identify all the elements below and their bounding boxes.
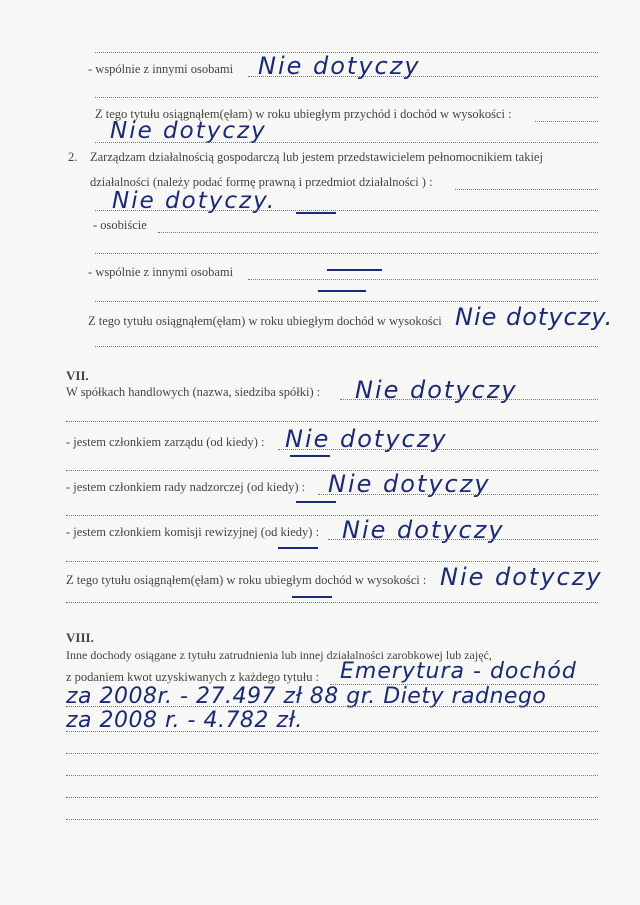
jointly-answer: Nie dotyczy [258, 52, 421, 80]
vii-income-answer: Nie dotyczy [440, 563, 603, 591]
income2-answer: Nie dotyczy. [455, 303, 614, 331]
viii-line2: z podaniem kwot uzyskiwanych z każdego tytułu : [66, 670, 320, 684]
dotted-line [328, 539, 598, 540]
dotted-line [95, 210, 598, 211]
dotted-line [95, 97, 598, 98]
viii-answer-line2: za 2008r. - 27.497 zł 88 gr. Diety radnego [66, 684, 547, 709]
item2-number: 2. [68, 150, 78, 164]
companies-label: W spółkach handlowych (nazwa, siedziba spółki) : [66, 385, 321, 399]
dotted-line [318, 494, 598, 495]
dotted-line [248, 279, 598, 280]
board-answer: Nie dotyczy [285, 425, 448, 453]
section-vii-heading: VII. [66, 368, 89, 383]
supervisory-label: - jestem członkiem rady nadzorczej (od kiedy) : [66, 480, 306, 494]
dotted-line [66, 775, 598, 776]
dash-mark [296, 501, 336, 503]
dotted-line [95, 346, 598, 347]
dotted-line [66, 561, 598, 562]
companies-answer: Nie dotyczy [355, 376, 518, 404]
personally-label: - osobiście [93, 218, 147, 232]
dash-mark [327, 269, 382, 271]
dotted-line [158, 232, 598, 233]
board-label: - jestem członkiem zarządu (od kiedy) : [66, 435, 265, 449]
audit-answer: Nie dotyczy [342, 516, 505, 544]
dotted-line [95, 301, 598, 302]
dotted-line [66, 753, 598, 754]
dotted-line [66, 602, 598, 603]
jointly2-label: - wspólnie z innymi osobami [88, 265, 234, 279]
item2-answer: Nie dotyczy. [112, 188, 277, 214]
income-label: Z tego tytułu osiągnąłem(ęłam) w roku ubiegłym przychód i dochód w wysokości : [95, 107, 512, 121]
section-viii-heading: VIII. [66, 630, 94, 645]
income2-label: Z tego tytułu osiągnąłem(ęłam) w roku ubiegłym dochód w wysokości [88, 314, 442, 328]
viii-answer-line1: Emerytura - dochód [340, 659, 577, 684]
item2-line1: Zarządzam działalnością gospodarczą lub jestem przedstawicielem pełnomocnikiem takiej [90, 150, 543, 164]
dotted-line [66, 706, 598, 707]
dotted-line [95, 142, 598, 143]
vii-income-label: Z tego tytułu osiągnąłem(ęłam) w roku ubiegłym dochód w wysokości : [66, 573, 427, 587]
jointly-label: - wspólnie z innymi osobami [88, 62, 234, 76]
supervisory-answer: Nie dotyczy [328, 470, 491, 498]
dotted-line [66, 797, 598, 798]
dotted-line [95, 253, 598, 254]
income-answer: Nie dotyczy [110, 118, 267, 144]
dotted-line [455, 189, 598, 190]
dotted-line [278, 449, 598, 450]
dotted-line [66, 731, 598, 732]
dash-mark [278, 547, 318, 549]
dotted-line [66, 515, 598, 516]
dash-mark [318, 290, 366, 292]
dotted-line [340, 399, 598, 400]
viii-line1: Inne dochody osiągane z tytułu zatrudnienia lub innej działalności zarobkowej lub zajęć, [66, 648, 492, 662]
item2-line2: działalności (należy podać formę prawną i przedmiot działalności ) : [90, 175, 433, 189]
dotted-line [66, 819, 598, 820]
audit-label: - jestem członkiem komisji rewizyjnej (od kiedy) : [66, 525, 320, 539]
dash-mark [292, 596, 332, 598]
viii-answer-line3: za 2008 r. - 4.782 zł. [66, 708, 303, 733]
dash-mark [296, 212, 336, 214]
dotted-line [66, 421, 598, 422]
dash-mark [290, 455, 330, 457]
dotted-line [535, 121, 598, 122]
